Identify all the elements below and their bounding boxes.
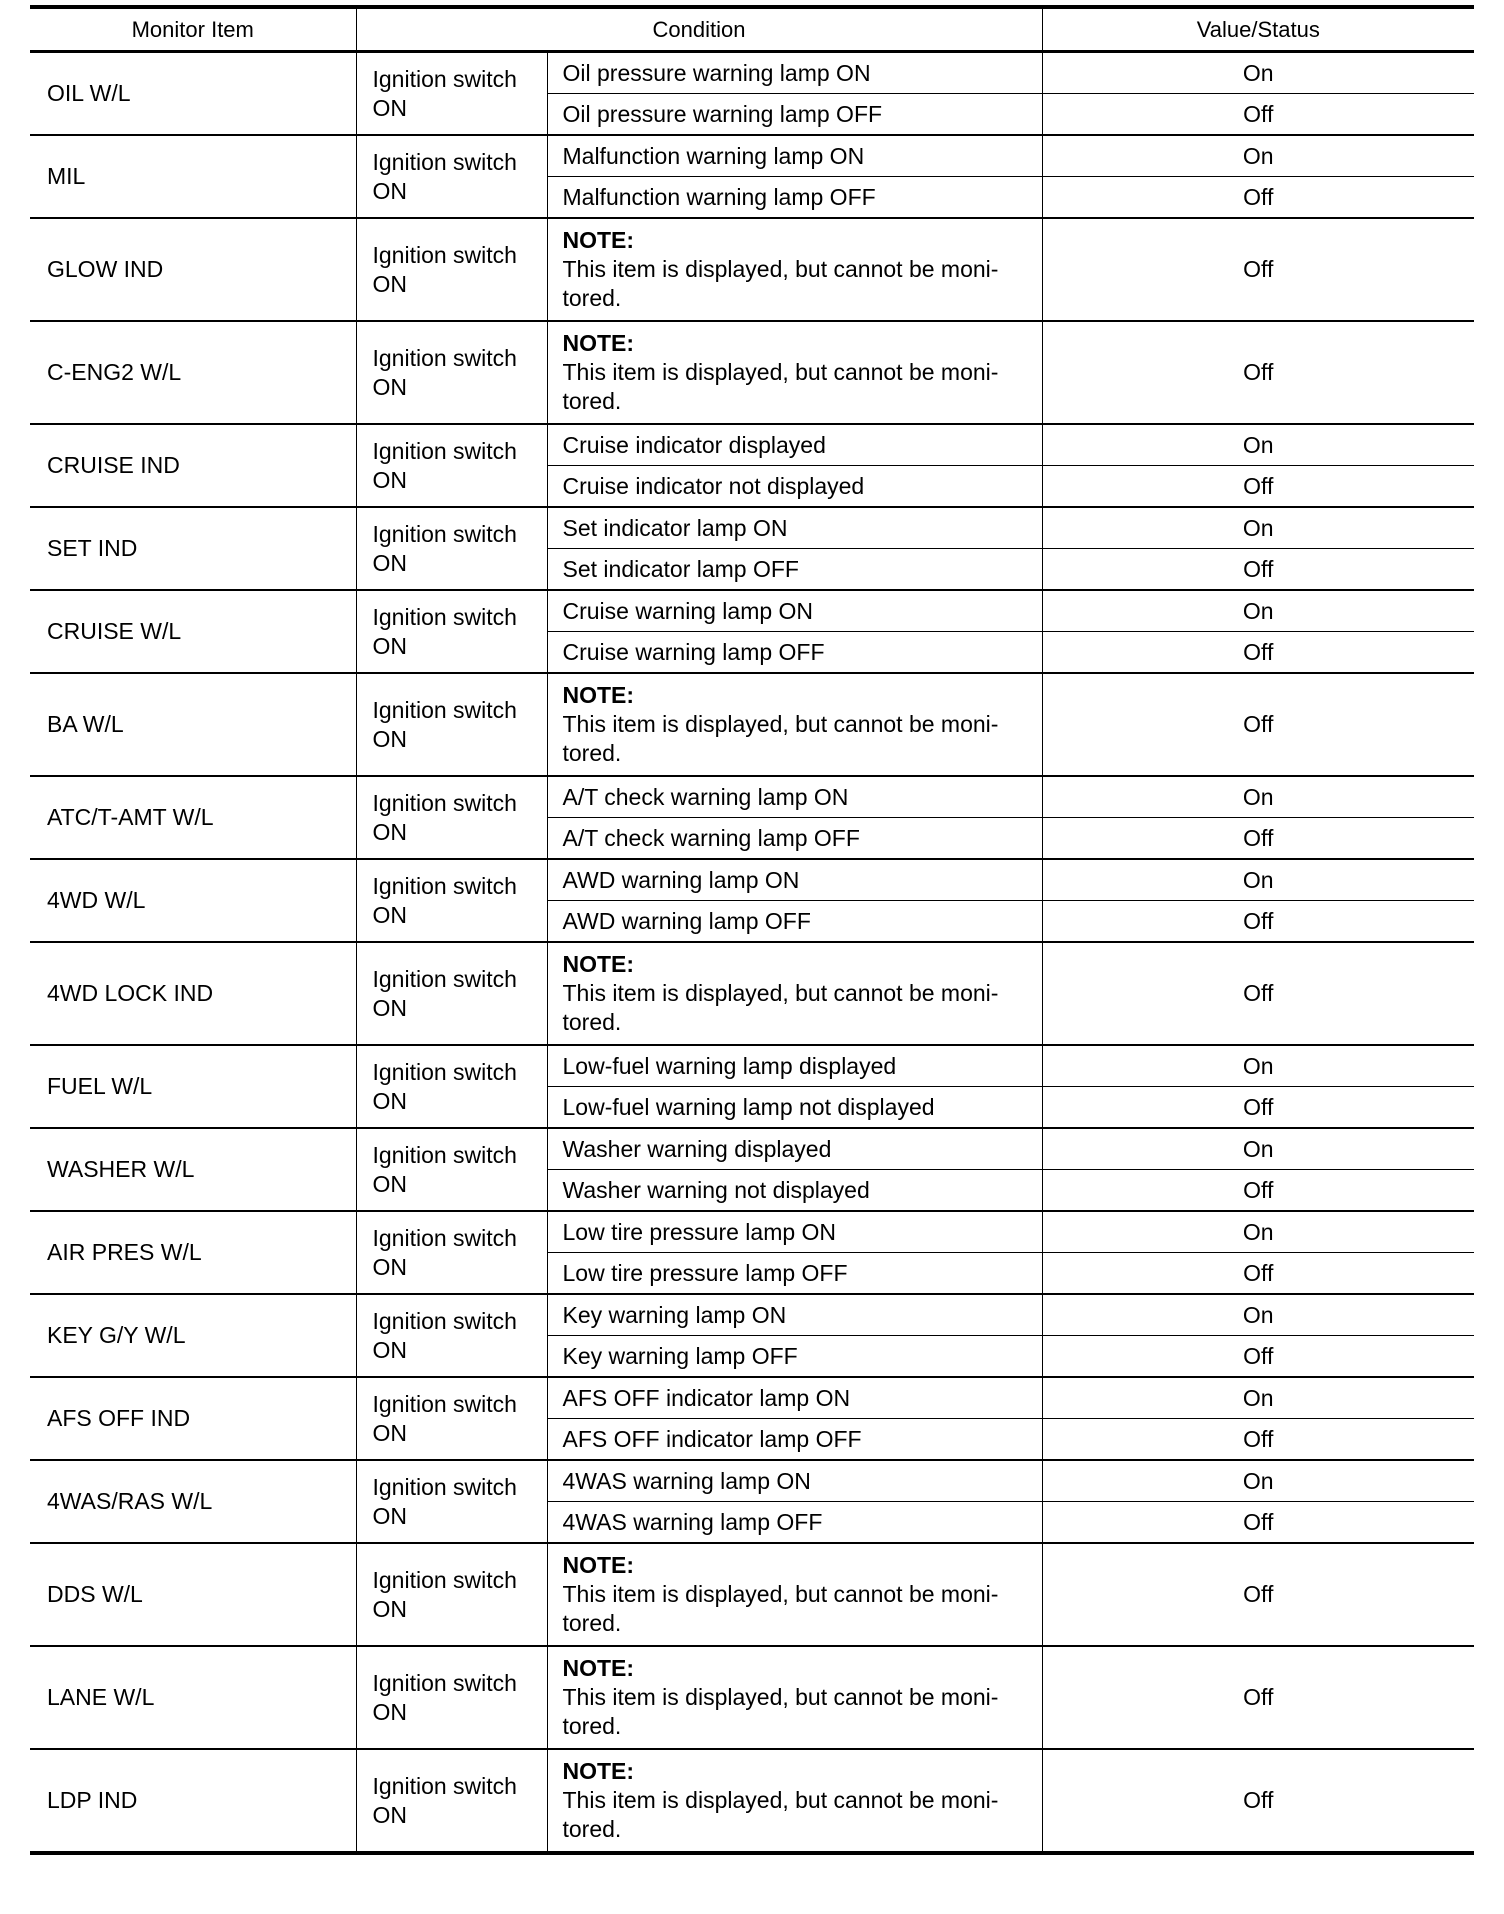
- condition-cell: Washer warning not displayed: [547, 1170, 1042, 1212]
- switch-condition-cell: Ignition switch ON: [356, 1543, 547, 1646]
- condition-cell: Malfunction warning lamp OFF: [547, 177, 1042, 219]
- table-row: [30, 321, 1474, 424]
- value-status-cell: Off: [1042, 632, 1474, 674]
- note-text: This item is displayed, but cannot be moni-tored.: [562, 711, 999, 766]
- switch-condition-cell: Ignition switch ON: [356, 1045, 547, 1128]
- note-text: This item is displayed, but cannot be moni-tored.: [562, 256, 999, 311]
- table-row: [30, 218, 1474, 321]
- value-status-cell: Off: [1042, 1170, 1474, 1212]
- switch-condition-cell: Ignition switch ON: [356, 673, 547, 776]
- monitor-item-cell: OIL W/L: [30, 52, 356, 136]
- monitor-item-cell: C-ENG2 W/L: [30, 321, 356, 424]
- monitor-item-cell: CRUISE IND: [30, 424, 356, 507]
- monitor-item-cell: MIL: [30, 135, 356, 218]
- note-text: This item is displayed, but cannot be moni-tored.: [562, 980, 999, 1035]
- note-condition-cell: [547, 1543, 1042, 1646]
- table-row: [30, 590, 1474, 632]
- value-status-cell: On: [1042, 776, 1474, 818]
- value-status-cell: On: [1042, 1211, 1474, 1253]
- switch-condition-cell: Ignition switch ON: [356, 1294, 547, 1377]
- condition-cell: Set indicator lamp OFF: [547, 549, 1042, 591]
- table-row: [30, 1294, 1474, 1336]
- monitor-item-cell: DDS W/L: [30, 1543, 356, 1646]
- condition-cell: A/T check warning lamp ON: [547, 776, 1042, 818]
- table-row: [30, 424, 1474, 466]
- value-status-cell: Off: [1042, 321, 1474, 424]
- monitor-item-cell: KEY G/Y W/L: [30, 1294, 356, 1377]
- switch-condition-cell: Ignition switch ON: [356, 1128, 547, 1211]
- value-status-cell: Off: [1042, 177, 1474, 219]
- value-status-cell: Off: [1042, 942, 1474, 1045]
- header-condition: Condition: [356, 7, 1042, 52]
- monitor-item-cell: ATC/T-AMT W/L: [30, 776, 356, 859]
- note-label: NOTE:: [562, 951, 635, 977]
- monitor-item-cell: 4WD LOCK IND: [30, 942, 356, 1045]
- switch-condition-cell: Ignition switch ON: [356, 859, 547, 942]
- table-row: [30, 1377, 1474, 1419]
- value-status-cell: On: [1042, 1460, 1474, 1502]
- value-status-cell: On: [1042, 1045, 1474, 1087]
- condition-cell: AFS OFF indicator lamp ON: [547, 1377, 1042, 1419]
- value-status-cell: On: [1042, 590, 1474, 632]
- condition-cell: Cruise indicator not displayed: [547, 466, 1042, 508]
- condition-cell: Set indicator lamp ON: [547, 507, 1042, 549]
- condition-cell: Cruise warning lamp ON: [547, 590, 1042, 632]
- header-monitor-item: Monitor Item: [30, 7, 356, 52]
- switch-condition-cell: Ignition switch ON: [356, 321, 547, 424]
- table-row: [30, 673, 1474, 776]
- condition-cell: AFS OFF indicator lamp OFF: [547, 1419, 1042, 1461]
- monitor-item-cell: AIR PRES W/L: [30, 1211, 356, 1294]
- value-status-cell: Off: [1042, 1419, 1474, 1461]
- value-status-cell: Off: [1042, 673, 1474, 776]
- condition-cell: A/T check warning lamp OFF: [547, 818, 1042, 860]
- switch-condition-cell: Ignition switch ON: [356, 424, 547, 507]
- table-row: [30, 1211, 1474, 1253]
- switch-condition-cell: Ignition switch ON: [356, 590, 547, 673]
- condition-cell: AWD warning lamp ON: [547, 859, 1042, 901]
- note-label: NOTE:: [562, 682, 635, 708]
- value-status-cell: On: [1042, 859, 1474, 901]
- table-row: [30, 1646, 1474, 1749]
- condition-cell: Cruise indicator displayed: [547, 424, 1042, 466]
- monitor-item-cell: AFS OFF IND: [30, 1377, 356, 1460]
- condition-cell: Low tire pressure lamp OFF: [547, 1253, 1042, 1295]
- value-status-cell: Off: [1042, 818, 1474, 860]
- note-condition-cell: [547, 321, 1042, 424]
- note-condition-cell: [547, 673, 1042, 776]
- header-value-status: Value/Status: [1042, 7, 1474, 52]
- monitor-item-cell: FUEL W/L: [30, 1045, 356, 1128]
- condition-cell: Oil pressure warning lamp OFF: [547, 94, 1042, 136]
- monitor-item-cell: WASHER W/L: [30, 1128, 356, 1211]
- monitor-item-cell: 4WAS/RAS W/L: [30, 1460, 356, 1543]
- value-status-cell: On: [1042, 1128, 1474, 1170]
- switch-condition-cell: Ignition switch ON: [356, 776, 547, 859]
- note-condition-cell: [547, 942, 1042, 1045]
- switch-condition-cell: Ignition switch ON: [356, 1460, 547, 1543]
- value-status-cell: Off: [1042, 1087, 1474, 1129]
- value-status-cell: Off: [1042, 94, 1474, 136]
- monitor-item-cell: BA W/L: [30, 673, 356, 776]
- monitor-item-cell: SET IND: [30, 507, 356, 590]
- table-row: [30, 1128, 1474, 1170]
- note-text: This item is displayed, but cannot be moni-tored.: [562, 1581, 999, 1636]
- monitor-item-table: [30, 5, 1474, 1855]
- table-row: [30, 1460, 1474, 1502]
- condition-cell: Low tire pressure lamp ON: [547, 1211, 1042, 1253]
- value-status-cell: Off: [1042, 1253, 1474, 1295]
- value-status-cell: Off: [1042, 1336, 1474, 1378]
- value-status-cell: On: [1042, 52, 1474, 94]
- monitor-item-cell: LANE W/L: [30, 1646, 356, 1749]
- note-label: NOTE:: [562, 227, 635, 253]
- note-condition-cell: [547, 218, 1042, 321]
- value-status-cell: Off: [1042, 218, 1474, 321]
- switch-condition-cell: Ignition switch ON: [356, 1646, 547, 1749]
- monitor-item-cell: CRUISE W/L: [30, 590, 356, 673]
- note-label: NOTE:: [562, 330, 635, 356]
- condition-cell: Malfunction warning lamp ON: [547, 135, 1042, 177]
- switch-condition-cell: Ignition switch ON: [356, 1749, 547, 1853]
- value-status-cell: Off: [1042, 466, 1474, 508]
- table-row: [30, 1045, 1474, 1087]
- condition-cell: 4WAS warning lamp ON: [547, 1460, 1042, 1502]
- switch-condition-cell: Ignition switch ON: [356, 1377, 547, 1460]
- condition-cell: Key warning lamp ON: [547, 1294, 1042, 1336]
- switch-condition-cell: Ignition switch ON: [356, 135, 547, 218]
- monitor-item-cell: LDP IND: [30, 1749, 356, 1853]
- table-row: [30, 942, 1474, 1045]
- table-row: [30, 776, 1474, 818]
- note-condition-cell: [547, 1646, 1042, 1749]
- switch-condition-cell: Ignition switch ON: [356, 218, 547, 321]
- table-row: [30, 507, 1474, 549]
- note-label: NOTE:: [562, 1655, 635, 1681]
- note-text: This item is displayed, but cannot be moni-tored.: [562, 359, 999, 414]
- value-status-cell: Off: [1042, 1646, 1474, 1749]
- value-status-cell: Off: [1042, 1749, 1474, 1853]
- note-condition-cell: [547, 1749, 1042, 1853]
- table-row: [30, 135, 1474, 177]
- condition-cell: 4WAS warning lamp OFF: [547, 1502, 1042, 1544]
- note-label: NOTE:: [562, 1552, 635, 1578]
- switch-condition-cell: Ignition switch ON: [356, 942, 547, 1045]
- value-status-cell: Off: [1042, 1543, 1474, 1646]
- switch-condition-cell: Ignition switch ON: [356, 507, 547, 590]
- condition-cell: AWD warning lamp OFF: [547, 901, 1042, 943]
- value-status-cell: On: [1042, 1377, 1474, 1419]
- table-row: [30, 52, 1474, 94]
- value-status-cell: On: [1042, 507, 1474, 549]
- table-row: [30, 1749, 1474, 1853]
- switch-condition-cell: Ignition switch ON: [356, 52, 547, 136]
- value-status-cell: Off: [1042, 901, 1474, 943]
- table-row: [30, 859, 1474, 901]
- table-row: [30, 1543, 1474, 1646]
- value-status-cell: On: [1042, 135, 1474, 177]
- condition-cell: Low-fuel warning lamp not displayed: [547, 1087, 1042, 1129]
- note-text: This item is displayed, but cannot be moni-tored.: [562, 1684, 999, 1739]
- condition-cell: Key warning lamp OFF: [547, 1336, 1042, 1378]
- note-text: This item is displayed, but cannot be moni-tored.: [562, 1787, 999, 1842]
- value-status-cell: Off: [1042, 549, 1474, 591]
- table-body: [30, 52, 1474, 1854]
- switch-condition-cell: Ignition switch ON: [356, 1211, 547, 1294]
- value-status-cell: On: [1042, 424, 1474, 466]
- condition-cell: Cruise warning lamp OFF: [547, 632, 1042, 674]
- value-status-cell: Off: [1042, 1502, 1474, 1544]
- table-header-row: [30, 7, 1474, 52]
- condition-cell: Oil pressure warning lamp ON: [547, 52, 1042, 94]
- monitor-item-cell: GLOW IND: [30, 218, 356, 321]
- note-label: NOTE:: [562, 1758, 635, 1784]
- condition-cell: Washer warning displayed: [547, 1128, 1042, 1170]
- value-status-cell: On: [1042, 1294, 1474, 1336]
- condition-cell: Low-fuel warning lamp displayed: [547, 1045, 1042, 1087]
- monitor-item-table-sheet: [30, 5, 1474, 1855]
- monitor-item-cell: 4WD W/L: [30, 859, 356, 942]
